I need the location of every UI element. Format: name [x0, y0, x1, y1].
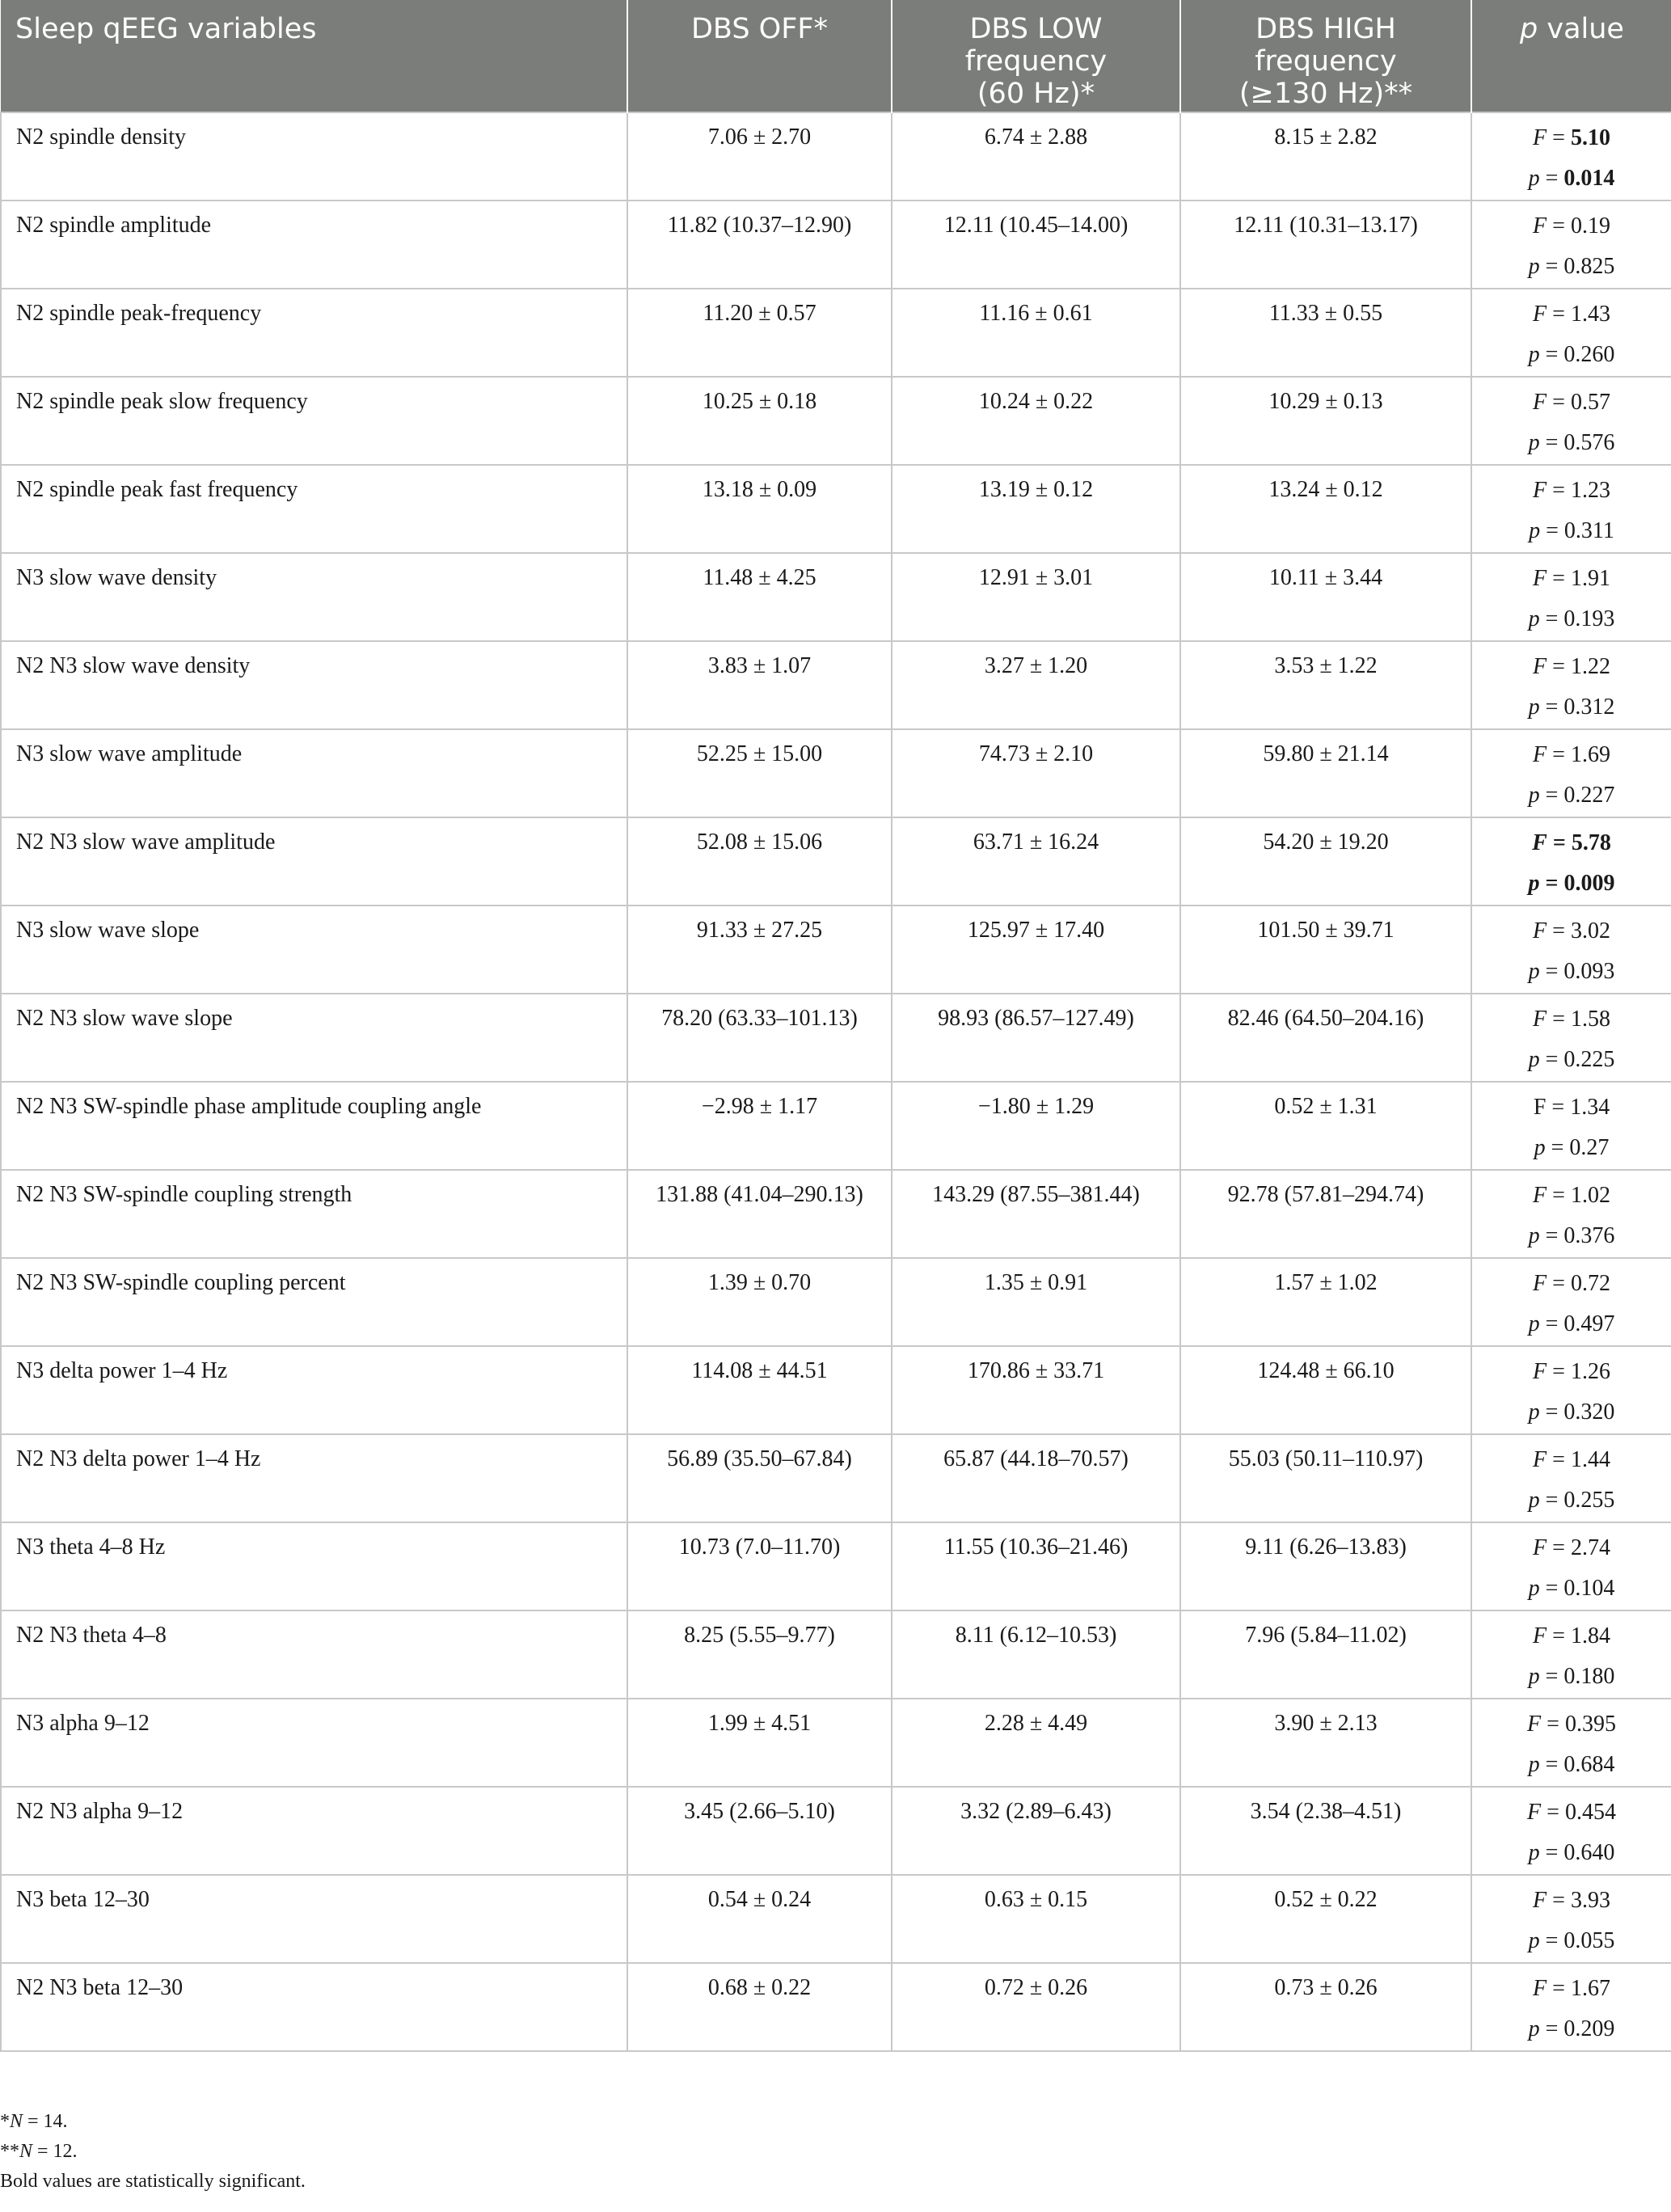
cell-variable: N2 N3 delta power 1–4 Hz [1, 1434, 627, 1522]
cell-p-value [1471, 112, 1671, 201]
cell-p-value [1471, 201, 1671, 289]
cell-dbs-high: 8.15 ± 2.82 [1180, 112, 1471, 201]
f-statistic: F = 0.395 [1527, 1712, 1616, 1737]
cell-dbs-off: 1.99 ± 4.51 [627, 1699, 892, 1787]
cell-dbs-low: 63.71 ± 16.24 [892, 817, 1180, 905]
p-statistic: p = 0.225 [1528, 1047, 1615, 1072]
cell-dbs-high: 3.53 ± 1.22 [1180, 641, 1471, 729]
table-row [1, 1258, 1671, 1346]
cell-dbs-low: 6.74 ± 2.88 [892, 112, 1180, 201]
cell-dbs-high: 7.96 (5.84–11.02) [1180, 1610, 1471, 1699]
cell-dbs-high: 0.73 ± 0.26 [1180, 1963, 1471, 2051]
cell-dbs-low: 170.86 ± 33.71 [892, 1346, 1180, 1434]
table-row [1, 641, 1671, 729]
cell-dbs-off: 10.25 ± 0.18 [627, 377, 892, 465]
header-dbs-high-line2: frequency [1255, 45, 1397, 78]
header-dbs-low-line2: frequency [964, 45, 1108, 78]
cell-dbs-off: 78.20 (63.33–101.13) [627, 994, 892, 1082]
cell-variable: N2 spindle peak slow frequency [1, 377, 627, 465]
cell-dbs-low: 3.27 ± 1.20 [892, 641, 1180, 729]
cell-dbs-off: −2.98 ± 1.17 [627, 1082, 892, 1170]
cell-dbs-low: 65.87 (44.18–70.57) [892, 1434, 1180, 1522]
cell-p-value [1471, 377, 1671, 465]
table-row [1, 1522, 1671, 1610]
table-row [1, 1699, 1671, 1787]
cell-dbs-off: 13.18 ± 0.09 [627, 465, 892, 553]
table-row [1, 465, 1671, 553]
p-statistic: p = 0.260 [1528, 342, 1615, 367]
cell-dbs-off: 11.20 ± 0.57 [627, 289, 892, 377]
table-row [1, 1787, 1671, 1875]
p-statistic: p = 0.093 [1528, 959, 1615, 984]
f-statistic: F = 3.02 [1533, 918, 1610, 943]
cell-p-value [1471, 1699, 1671, 1787]
cell-dbs-high: 124.48 ± 66.10 [1180, 1346, 1471, 1434]
cell-variable: N2 N3 slow wave density [1, 641, 627, 729]
cell-variable: N3 slow wave density [1, 553, 627, 641]
cell-dbs-low: 1.35 ± 0.91 [892, 1258, 1180, 1346]
cell-dbs-low: 0.63 ± 0.15 [892, 1875, 1180, 1963]
f-statistic: F = 1.23 [1533, 478, 1610, 503]
header-p-value [1471, 0, 1671, 112]
cell-dbs-off: 3.83 ± 1.07 [627, 641, 892, 729]
cell-p-value [1471, 1346, 1671, 1434]
cell-dbs-low: 0.72 ± 0.26 [892, 1963, 1180, 2051]
f-statistic: F = 1.58 [1533, 1007, 1610, 1032]
p-statistic: p = 0.193 [1528, 606, 1615, 631]
table-row [1, 817, 1671, 905]
cell-dbs-off: 52.08 ± 15.06 [627, 817, 892, 905]
cell-dbs-off: 11.48 ± 4.25 [627, 553, 892, 641]
cell-variable: N2 spindle peak-frequency [1, 289, 627, 377]
cell-variable: N2 N3 slow wave slope [1, 994, 627, 1082]
cell-variable: N2 spindle density [1, 112, 627, 201]
cell-dbs-off: 10.73 (7.0–11.70) [627, 1522, 892, 1610]
cell-dbs-low: 125.97 ± 17.40 [892, 905, 1180, 994]
cell-p-value [1471, 817, 1671, 905]
table-row [1, 1082, 1671, 1170]
footnote-n14: *N = 14. [0, 2111, 68, 2132]
cell-dbs-high: 11.33 ± 0.55 [1180, 289, 1471, 377]
table-row [1, 1170, 1671, 1258]
cell-variable: N2 N3 slow wave amplitude [1, 817, 627, 905]
cell-dbs-off: 1.39 ± 0.70 [627, 1258, 892, 1346]
cell-variable: N3 theta 4–8 Hz [1, 1522, 627, 1610]
cell-p-value [1471, 641, 1671, 729]
cell-dbs-off: 56.89 (35.50–67.84) [627, 1434, 892, 1522]
f-statistic: F = 1.02 [1533, 1183, 1610, 1208]
header-dbs-low-line1: DBS LOW [969, 13, 1103, 45]
cell-variable: N2 spindle peak fast frequency [1, 465, 627, 553]
header-dbs-off: DBS OFF* [627, 0, 892, 112]
cell-variable: N3 beta 12–30 [1, 1875, 627, 1963]
table-row [1, 1875, 1671, 1963]
cell-dbs-off: 0.68 ± 0.22 [627, 1963, 892, 2051]
cell-p-value [1471, 1963, 1671, 2051]
p-statistic: p = 0.009 [1528, 871, 1615, 896]
cell-dbs-off: 3.45 (2.66–5.10) [627, 1787, 892, 1875]
table-row [1, 553, 1671, 641]
cell-dbs-off: 11.82 (10.37–12.90) [627, 201, 892, 289]
cell-variable: N2 N3 SW-spindle coupling strength [1, 1170, 627, 1258]
footnotes [0, 2107, 306, 2197]
header-variable: Sleep qEEG variables [1, 0, 627, 112]
cell-variable: N2 N3 SW-spindle coupling percent [1, 1258, 627, 1346]
cell-variable: N2 spindle amplitude [1, 201, 627, 289]
cell-dbs-high: 92.78 (57.81–294.74) [1180, 1170, 1471, 1258]
cell-dbs-high: 12.11 (10.31–13.17) [1180, 201, 1471, 289]
table-row [1, 112, 1671, 201]
cell-dbs-high: 13.24 ± 0.12 [1180, 465, 1471, 553]
cell-dbs-high: 0.52 ± 0.22 [1180, 1875, 1471, 1963]
table-row [1, 377, 1671, 465]
cell-dbs-off: 91.33 ± 27.25 [627, 905, 892, 994]
f-statistic: F = 1.22 [1533, 654, 1610, 679]
p-statistic: p = 0.312 [1528, 694, 1615, 720]
f-statistic: F = 1.69 [1533, 742, 1610, 767]
table-row [1, 729, 1671, 817]
f-statistic: F = 5.10 [1533, 125, 1610, 150]
p-statistic: p = 0.180 [1528, 1664, 1615, 1689]
cell-p-value [1471, 289, 1671, 377]
p-statistic: p = 0.104 [1528, 1576, 1615, 1601]
cell-p-value [1471, 465, 1671, 553]
table-row [1, 994, 1671, 1082]
cell-p-value [1471, 1082, 1671, 1170]
p-statistic: p = 0.311 [1529, 518, 1614, 543]
cell-dbs-low: −1.80 ± 1.29 [892, 1082, 1180, 1170]
cell-dbs-low: 11.55 (10.36–21.46) [892, 1522, 1180, 1610]
cell-dbs-low: 12.91 ± 3.01 [892, 553, 1180, 641]
p-statistic: p = 0.376 [1528, 1223, 1615, 1248]
f-statistic: F = 1.34 [1533, 1095, 1610, 1120]
cell-dbs-low: 74.73 ± 2.10 [892, 729, 1180, 817]
f-statistic: F = 1.67 [1533, 1976, 1610, 2001]
cell-p-value [1471, 1787, 1671, 1875]
table-row [1, 905, 1671, 994]
p-statistic: p = 0.640 [1528, 1840, 1615, 1865]
header-dbs-high-line3: (≥130 Hz)** [1238, 78, 1413, 110]
cell-dbs-off: 114.08 ± 44.51 [627, 1346, 892, 1434]
table-row [1, 1610, 1671, 1699]
cell-variable: N2 N3 SW-spindle phase amplitude coupling angle [1, 1082, 627, 1170]
cell-dbs-low: 11.16 ± 0.61 [892, 289, 1180, 377]
footnote-bold: Bold values are statistically significant. [0, 2171, 306, 2192]
f-statistic: F = 0.19 [1533, 213, 1610, 239]
cell-dbs-high: 10.11 ± 3.44 [1180, 553, 1471, 641]
cell-dbs-off: 7.06 ± 2.70 [627, 112, 892, 201]
cell-p-value [1471, 1170, 1671, 1258]
f-statistic: F = 3.93 [1533, 1888, 1610, 1913]
table-body [1, 112, 1671, 2051]
cell-p-value [1471, 1875, 1671, 1963]
p-statistic: p = 0.209 [1528, 2016, 1615, 2041]
p-statistic: p = 0.227 [1528, 783, 1615, 808]
table-row [1, 289, 1671, 377]
cell-dbs-off: 0.54 ± 0.24 [627, 1875, 892, 1963]
p-statistic: p = 0.055 [1528, 1928, 1615, 1953]
f-statistic: F = 1.44 [1533, 1447, 1610, 1472]
header-dbs-high-line1: DBS HIGH [1255, 13, 1396, 45]
p-statistic: p = 0.825 [1528, 254, 1615, 279]
cell-p-value [1471, 553, 1671, 641]
cell-dbs-low: 10.24 ± 0.22 [892, 377, 1180, 465]
cell-variable: N3 slow wave slope [1, 905, 627, 994]
f-statistic: F = 5.78 [1532, 830, 1611, 855]
f-statistic: F = 0.454 [1527, 1800, 1616, 1825]
header-p-italic: p [1520, 13, 1538, 45]
table-row [1, 1346, 1671, 1434]
table-header [1, 0, 1671, 112]
cell-dbs-low: 2.28 ± 4.49 [892, 1699, 1180, 1787]
footnote-n12: **N = 12. [0, 2141, 78, 2162]
cell-variable: N3 alpha 9–12 [1, 1699, 627, 1787]
f-statistic: F = 1.43 [1533, 302, 1610, 327]
cell-dbs-high: 3.54 (2.38–4.51) [1180, 1787, 1471, 1875]
f-statistic: F = 0.72 [1533, 1271, 1610, 1296]
cell-p-value [1471, 1434, 1671, 1522]
cell-p-value [1471, 1610, 1671, 1699]
f-statistic: F = 1.26 [1533, 1359, 1610, 1384]
cell-dbs-off: 8.25 (5.55–9.77) [627, 1610, 892, 1699]
cell-p-value [1471, 994, 1671, 1082]
cell-p-value [1471, 1522, 1671, 1610]
cell-dbs-off: 52.25 ± 15.00 [627, 729, 892, 817]
f-statistic: F = 2.74 [1533, 1535, 1610, 1560]
header-dbs-low [892, 0, 1180, 112]
cell-dbs-high: 54.20 ± 19.20 [1180, 817, 1471, 905]
f-statistic: F = 1.91 [1533, 566, 1610, 591]
p-statistic: p = 0.497 [1528, 1311, 1615, 1336]
cell-dbs-high: 59.80 ± 21.14 [1180, 729, 1471, 817]
p-statistic: p = 0.255 [1528, 1488, 1615, 1513]
cell-dbs-low: 12.11 (10.45–14.00) [892, 201, 1180, 289]
cell-dbs-high: 3.90 ± 2.13 [1180, 1699, 1471, 1787]
p-statistic: p = 0.27 [1534, 1135, 1610, 1160]
cell-p-value [1471, 729, 1671, 817]
cell-dbs-low: 143.29 (87.55–381.44) [892, 1170, 1180, 1258]
cell-dbs-low: 13.19 ± 0.12 [892, 465, 1180, 553]
cell-variable: N3 slow wave amplitude [1, 729, 627, 817]
f-statistic: F = 1.84 [1533, 1623, 1610, 1648]
cell-dbs-high: 55.03 (50.11–110.97) [1180, 1434, 1471, 1522]
p-statistic: p = 0.684 [1528, 1752, 1615, 1777]
cell-variable: N3 delta power 1–4 Hz [1, 1346, 627, 1434]
header-p-rest: value [1538, 13, 1624, 45]
cell-p-value [1471, 1258, 1671, 1346]
cell-dbs-low: 8.11 (6.12–10.53) [892, 1610, 1180, 1699]
f-statistic: F = 0.57 [1533, 390, 1610, 415]
cell-variable: N2 N3 beta 12–30 [1, 1963, 627, 2051]
cell-dbs-high: 10.29 ± 0.13 [1180, 377, 1471, 465]
cell-dbs-high: 0.52 ± 1.31 [1180, 1082, 1471, 1170]
cell-p-value [1471, 905, 1671, 994]
table-row [1, 201, 1671, 289]
cell-variable: N2 N3 alpha 9–12 [1, 1787, 627, 1875]
cell-dbs-high: 82.46 (64.50–204.16) [1180, 994, 1471, 1082]
header-dbs-high [1180, 0, 1471, 112]
p-statistic: p = 0.320 [1528, 1399, 1615, 1425]
cell-dbs-low: 3.32 (2.89–6.43) [892, 1787, 1180, 1875]
table-row [1, 1963, 1671, 2051]
header-dbs-low-line3: (60 Hz)* [977, 78, 1095, 110]
cell-dbs-low: 98.93 (86.57–127.49) [892, 994, 1180, 1082]
cell-variable: N2 N3 theta 4–8 [1, 1610, 627, 1699]
cell-dbs-high: 1.57 ± 1.02 [1180, 1258, 1471, 1346]
p-statistic: p = 0.014 [1528, 166, 1615, 191]
cell-dbs-high: 101.50 ± 39.71 [1180, 905, 1471, 994]
table-row [1, 1434, 1671, 1522]
cell-dbs-off: 131.88 (41.04–290.13) [627, 1170, 892, 1258]
cell-dbs-high: 9.11 (6.26–13.83) [1180, 1522, 1471, 1610]
p-statistic: p = 0.576 [1528, 430, 1615, 455]
